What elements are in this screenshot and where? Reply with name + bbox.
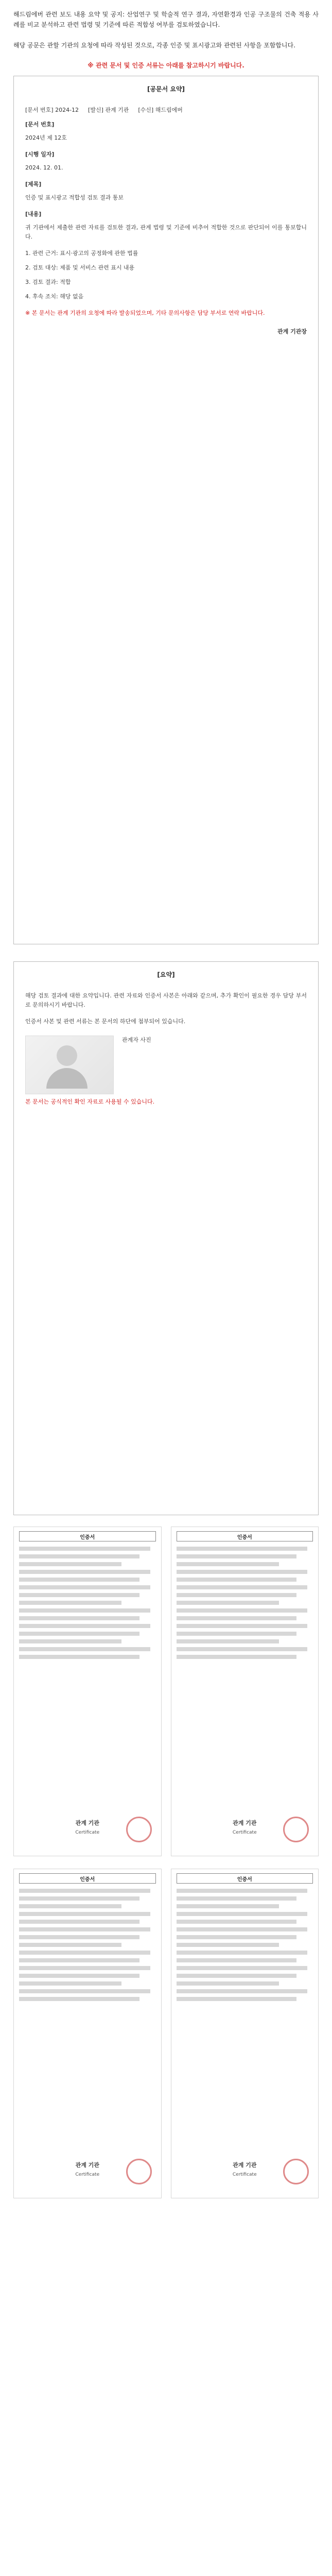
quote-text: ※ 본 문서는 관계 기관의 요청에 따라 발송되었으며, 기타 문의사항은 담당 부서로 연락 바랍니다. <box>25 310 265 316</box>
list-item: 4. 후속 조치: 해당 없음 <box>25 293 84 300</box>
meta-item: [발신] 관계 기관 <box>88 107 129 113</box>
list-item: 3. 검토 결과: 적합 <box>25 279 71 285</box>
certificate-image <box>13 1527 162 1856</box>
section-head: [문서 번호] <box>25 121 55 128</box>
highlight-text: 본 문서는 공식적인 확인 자료로 사용될 수 있습니다. <box>25 1098 155 1105</box>
person-photo <box>25 1036 114 1094</box>
certificate-org: 관계 기관 <box>75 1820 99 1826</box>
notice-text: ※ 관련 문서 및 인증 서류는 아래를 참고하시기 바랍니다. <box>88 62 244 69</box>
certificate-lines <box>19 1547 156 1659</box>
seal-icon <box>126 2159 152 2184</box>
certificate-title: 인증서 <box>19 1873 156 1884</box>
box-body <box>25 991 307 1107</box>
certificate-org: 관계 기관 <box>233 1820 257 1826</box>
section-text: 2024. 12. 01. <box>25 164 63 171</box>
intro-paragraph-1: 해드림에버 관련 보도 내용 요약 및 공지: 산업연구 및 학술적 연구 결과, 자연환경과 인공 구조물의 건축 적용 사례를 비교 분석하고 관련 법령 및 기준에 따른 적합성 여부를 검토하였습니다. <box>13 11 319 28</box>
intro-paragraph-2: 해당 공문은 관할 기관의 요청에 따라 작성된 것으로, 각종 인증 및 표시광고와 관련된 사항을 포함합니다. <box>13 42 295 49</box>
box-title: [요약] <box>157 971 175 978</box>
section-head: [시행 일자] <box>25 151 55 158</box>
certificate-sub: Certificate <box>75 1830 100 1835</box>
certificate-lines <box>19 1889 156 2001</box>
certificate-lines <box>177 1547 313 1659</box>
intro-text <box>0 0 332 50</box>
section-text: 2024년 제 12호 <box>25 134 67 141</box>
meta-item: [문서 번호] 2024-12 <box>25 107 79 113</box>
section-text: 인증 및 표시광고 적합성 검토 결과 통보 <box>25 194 124 201</box>
certificate-sub: Certificate <box>232 2172 257 2177</box>
certificate-image <box>171 1869 319 2198</box>
paragraph: 인증서 사본 및 관련 서류는 본 문서의 하단에 첨부되어 있습니다. <box>25 1018 186 1025</box>
certificate-title: 인증서 <box>19 1531 156 1541</box>
list-item: 1. 관련 근거: 표시·광고의 공정화에 관한 법률 <box>25 250 138 257</box>
certificate-image <box>171 1527 319 1856</box>
section-text: 귀 기관에서 제출한 관련 자료를 검토한 결과, 관계 법령 및 기준에 비추어 적합한 것으로 판단되어 이를 통보합니다. <box>25 224 307 240</box>
list-item: 2. 검토 대상: 제품 및 서비스 관련 표시 내용 <box>25 264 135 271</box>
section-head: [제목] <box>25 181 42 188</box>
certificate-title: 인증서 <box>177 1873 313 1884</box>
certificate-org: 관계 기관 <box>75 2162 99 2168</box>
certificate-lines <box>177 1889 313 2001</box>
certificate-title: 인증서 <box>177 1531 313 1541</box>
box-body <box>25 106 307 336</box>
certificate-sub: Certificate <box>232 1830 257 1835</box>
certificate-org: 관계 기관 <box>233 2162 257 2168</box>
photo-caption: 관계자 사진 <box>122 1037 151 1043</box>
notice-box <box>13 76 319 944</box>
summary-box <box>13 961 319 1515</box>
box-title: [공문서 요약] <box>147 86 185 93</box>
certificate-sub: Certificate <box>75 2172 100 2177</box>
paragraph: 해당 검토 결과에 대한 요약입니다. 관련 자료와 인증서 사본은 아래와 같으며, 추가 확인이 필요한 경우 담당 부서로 문의하시기 바랍니다. <box>25 992 307 1008</box>
section-head: [내용] <box>25 211 42 217</box>
photo-row <box>25 1036 307 1094</box>
meta-item: [수신] 해드림에버 <box>138 107 183 113</box>
seal-icon <box>283 1817 309 1842</box>
meta-row <box>25 106 307 115</box>
seal-icon <box>126 1817 152 1842</box>
certificate-image <box>13 1869 162 2198</box>
signature-text: 관계 기관장 <box>277 328 307 335</box>
certificate-grid <box>13 1527 319 2198</box>
seal-icon <box>283 2159 309 2184</box>
